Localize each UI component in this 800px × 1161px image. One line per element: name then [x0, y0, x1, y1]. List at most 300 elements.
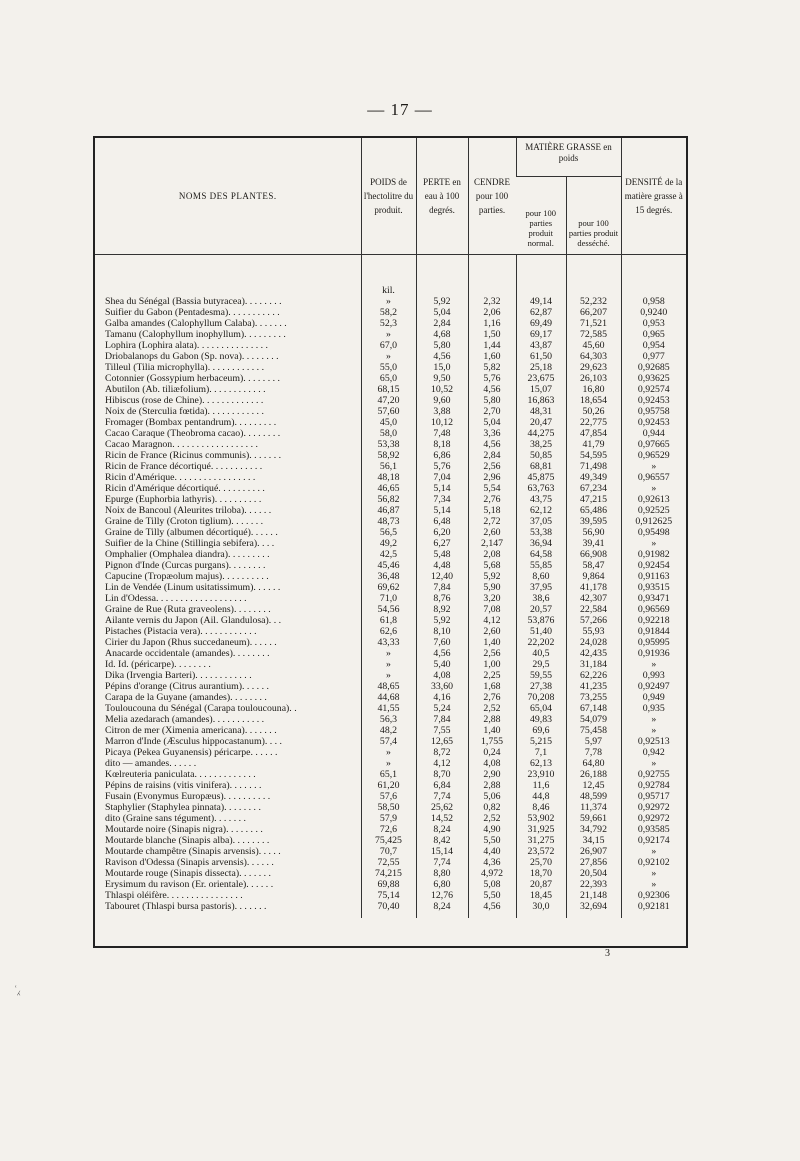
table-row [95, 901, 686, 918]
table-row [95, 340, 686, 351]
plant-name-cell: Ricin d'Amérique. . . . . . . . . . . . . . . . . [105, 472, 256, 483]
value-cell: 5,24 [416, 703, 468, 714]
value-cell: 0,9240 [621, 307, 686, 318]
value-cell: 56,1 [361, 461, 416, 472]
value-cell: 29,623 [566, 362, 621, 373]
value-cell: 8,10 [416, 626, 468, 637]
value-cell: 27,38 [516, 681, 566, 692]
value-cell: 53,38 [516, 527, 566, 538]
value-cell: 67,234 [566, 483, 621, 494]
unit-cell [566, 255, 621, 297]
value-cell: 68,15 [361, 384, 416, 395]
value-cell: 0,942 [621, 747, 686, 758]
plant-name-cell: Cirier du Japon (Rhus succedaneum). . . . . . [105, 637, 277, 648]
value-cell: 0,92181 [621, 901, 686, 918]
value-cell: 44,68 [361, 692, 416, 703]
value-cell: 69,49 [516, 318, 566, 329]
page-number: — 17 — [367, 100, 433, 119]
table-row [95, 296, 686, 307]
plant-name-cell: Capucine (Tropæolum majus). . . . . . . . . . [105, 571, 269, 582]
value-cell: 4,16 [416, 692, 468, 703]
table-row [95, 780, 686, 791]
value-cell: 66,207 [566, 307, 621, 318]
value-cell: 0,92525 [621, 505, 686, 516]
value-cell: 34,792 [566, 824, 621, 835]
value-cell: 41,55 [361, 703, 416, 714]
plant-name-cell: Noix de (Sterculia fœtida). . . . . . . . . . . . [105, 406, 264, 417]
value-cell: 12,76 [416, 890, 468, 901]
value-cell: 2,76 [468, 494, 516, 505]
value-cell: 0,93625 [621, 373, 686, 384]
header-cendre: CENDRE pour 100 parties. [468, 138, 516, 255]
value-cell: 1,68 [468, 681, 516, 692]
value-cell: 58,50 [361, 802, 416, 813]
value-cell: 56,90 [566, 527, 621, 538]
value-cell: 59,661 [566, 813, 621, 824]
value-cell: 32,694 [566, 901, 621, 918]
value-cell: 7,08 [468, 604, 516, 615]
plant-name-cell: Abutilon (Ab. tiliæfolium). . . . . . . . . . . . [105, 384, 266, 395]
value-cell: 33,60 [416, 681, 468, 692]
value-cell: 1,00 [468, 659, 516, 670]
value-cell: 62,13 [516, 758, 566, 769]
value-cell: 0,91936 [621, 648, 686, 659]
plant-name-cell: Cacao Maragnon. . . . . . . . . . . . . . . . . . [105, 439, 258, 450]
value-cell: 48,18 [361, 472, 416, 483]
value-cell: 53,876 [516, 615, 566, 626]
plant-name-cell: dito (Graine sans tégument). . . . . . . [105, 813, 246, 824]
value-cell: 2,52 [468, 813, 516, 824]
table-row [95, 516, 686, 527]
value-cell: 0,92972 [621, 813, 686, 824]
value-cell: 8,72 [416, 747, 468, 758]
value-cell: 0,91982 [621, 549, 686, 560]
value-cell: 50,85 [516, 450, 566, 461]
table-row [95, 395, 686, 406]
value-cell: 73,255 [566, 692, 621, 703]
plant-name-cell: Kœlreuteria paniculata. . . . . . . . . . . . . [105, 769, 256, 780]
value-cell: » [621, 714, 686, 725]
table-row [95, 351, 686, 362]
value-cell: 8,76 [416, 593, 468, 604]
value-cell: 26,907 [566, 846, 621, 857]
value-cell: » [361, 351, 416, 362]
value-cell: » [621, 758, 686, 769]
plant-name-cell: Melia azedarach (amandes). . . . . . . . . . . [105, 714, 265, 725]
value-cell: » [361, 296, 416, 307]
value-cell: 44,8 [516, 791, 566, 802]
value-cell: 2,70 [468, 406, 516, 417]
value-cell: 2,60 [468, 527, 516, 538]
unit-cell [95, 255, 361, 297]
unit-cell-kil: kil. [361, 255, 416, 297]
value-cell: 8,18 [416, 439, 468, 450]
value-cell: 39,41 [566, 538, 621, 549]
value-cell: 0,95758 [621, 406, 686, 417]
table-row [95, 846, 686, 857]
value-cell: 18,70 [516, 868, 566, 879]
table-row [95, 879, 686, 890]
value-cell: 43,87 [516, 340, 566, 351]
value-cell: 15,14 [416, 846, 468, 857]
value-cell: 68,81 [516, 461, 566, 472]
value-cell: » [621, 868, 686, 879]
value-cell: 41,178 [566, 582, 621, 593]
value-cell: » [621, 538, 686, 549]
table-row [95, 373, 686, 384]
value-cell: 63,763 [516, 483, 566, 494]
value-cell: 49,83 [516, 714, 566, 725]
unit-row [95, 255, 686, 297]
value-cell: 6,27 [416, 538, 468, 549]
plant-name-cell: Noix de Bancoul (Aleurites triloba). . . . . . [105, 505, 272, 516]
value-cell: 48,73 [361, 516, 416, 527]
value-cell: 0,92513 [621, 736, 686, 747]
plant-name-cell: Lin d'Odessa. . . . . . . . . . . . . . . . . . . [105, 593, 247, 604]
table-row [95, 615, 686, 626]
table-body [95, 255, 686, 919]
value-cell: 0,92972 [621, 802, 686, 813]
value-cell: 30,0 [516, 901, 566, 918]
table-row [95, 549, 686, 560]
table-row [95, 802, 686, 813]
value-cell: 46,87 [361, 505, 416, 516]
value-cell: 38,6 [516, 593, 566, 604]
value-cell: 64,80 [566, 758, 621, 769]
value-cell: 0,96569 [621, 604, 686, 615]
plant-name-cell: Pignon d'Inde (Curcas purgans). . . . . . . . [105, 560, 266, 571]
value-cell: 5,14 [416, 505, 468, 516]
value-cell: 5,97 [566, 736, 621, 747]
value-cell: 10,12 [416, 417, 468, 428]
value-cell: 54,079 [566, 714, 621, 725]
data-table-frame [93, 136, 688, 948]
value-cell: 12,65 [416, 736, 468, 747]
value-cell: 8,80 [416, 868, 468, 879]
value-cell: 69,17 [516, 329, 566, 340]
value-cell: 1,16 [468, 318, 516, 329]
value-cell: 49,2 [361, 538, 416, 549]
value-cell: 40,5 [516, 648, 566, 659]
value-cell: 55,85 [516, 560, 566, 571]
value-cell: 2,06 [468, 307, 516, 318]
table-row [95, 868, 686, 879]
value-cell: 0,93585 [621, 824, 686, 835]
value-cell: 0,92306 [621, 890, 686, 901]
value-cell: 5,40 [416, 659, 468, 670]
plant-name-cell: Lin de Vendée (Linum usitatissimum). . . . . . [105, 582, 281, 593]
value-cell: 48,2 [361, 725, 416, 736]
table-row [95, 417, 686, 428]
plant-name-cell: Tabouret (Thlaspi bursa pastoris). . . . . . . [105, 901, 267, 912]
value-cell: 54,595 [566, 450, 621, 461]
value-cell: 65,1 [361, 769, 416, 780]
value-cell: 69,62 [361, 582, 416, 593]
value-cell: 5,92 [416, 615, 468, 626]
value-cell: 70,40 [361, 901, 416, 918]
value-cell: 26,103 [566, 373, 621, 384]
value-cell: » [621, 725, 686, 736]
value-cell: 5,92 [468, 571, 516, 582]
plant-name-cell: Ricin de France décortiqué. . . . . . . . . . . [105, 461, 263, 472]
plant-name-cell: Fromager (Bombax pentandrum). . . . . . . . . [105, 417, 277, 428]
table-row [95, 362, 686, 373]
table-row [95, 791, 686, 802]
value-cell: 15,0 [416, 362, 468, 373]
value-cell: 6,48 [416, 516, 468, 527]
header-names: NOMS DES PLANTES. [95, 138, 361, 255]
value-cell: 20,504 [566, 868, 621, 879]
value-cell: 18,45 [516, 890, 566, 901]
plant-name-cell: Ricin d'Amérique décortiqué. . . . . . . . . . [105, 483, 265, 494]
value-cell: 42,307 [566, 593, 621, 604]
value-cell: 9,60 [416, 395, 468, 406]
table-row [95, 461, 686, 472]
value-cell: 24,028 [566, 637, 621, 648]
value-cell: 67,148 [566, 703, 621, 714]
plant-name-cell: Picaya (Pekea Guyanensis) péricarpe. . . . . . [105, 747, 278, 758]
value-cell: 45,875 [516, 472, 566, 483]
plant-name-cell: Thlaspi oléifère. . . . . . . . . . . . . . . . [105, 890, 243, 901]
stray-mark: ʿ⁁ [14, 985, 20, 996]
value-cell: 16,863 [516, 395, 566, 406]
plant-name-cell: Lophira (Lophira alata). . . . . . . . . . . . . . . [105, 340, 268, 351]
plant-name-cell: dito — amandes. . . . . . [105, 758, 197, 769]
value-cell: 11,374 [566, 802, 621, 813]
value-cell: 25,18 [516, 362, 566, 373]
value-cell: » [621, 879, 686, 890]
plant-name-cell: Moutarde blanche (Sinapis alba). . . . . . . . [105, 835, 270, 846]
value-cell: 15,07 [516, 384, 566, 395]
value-cell: 0,92685 [621, 362, 686, 373]
value-cell: 46,65 [361, 483, 416, 494]
value-cell: 38,25 [516, 439, 566, 450]
value-cell: 2,72 [468, 516, 516, 527]
plant-name-cell: Graine de Rue (Ruta graveolens). . . . . . . . [105, 604, 271, 615]
value-cell: 5,18 [468, 505, 516, 516]
value-cell: 1,40 [468, 725, 516, 736]
value-cell: 2,32 [468, 296, 516, 307]
value-cell: 0,92218 [621, 615, 686, 626]
table-row [95, 483, 686, 494]
value-cell: 12,40 [416, 571, 468, 582]
value-cell: 9,864 [566, 571, 621, 582]
value-cell: 4,12 [468, 615, 516, 626]
value-cell: 53,38 [361, 439, 416, 450]
value-cell: 57,60 [361, 406, 416, 417]
value-cell: 5,76 [468, 373, 516, 384]
table-row [95, 450, 686, 461]
table-row [95, 582, 686, 593]
value-cell: 0,97665 [621, 439, 686, 450]
unit-cell [621, 255, 686, 297]
table-row [95, 890, 686, 901]
value-cell: 14,52 [416, 813, 468, 824]
value-cell: 7,84 [416, 714, 468, 725]
plant-name-cell: Epurge (Euphorbia lathyris). . . . . . . . . . [105, 494, 262, 505]
value-cell: 0,953 [621, 318, 686, 329]
value-cell: 4,48 [416, 560, 468, 571]
value-cell: 58,47 [566, 560, 621, 571]
table-row [95, 494, 686, 505]
value-cell: 5,54 [468, 483, 516, 494]
plant-name-cell: Erysimum du ravison (Er. orientale). . . . . . [105, 879, 274, 890]
value-cell: 2,88 [468, 780, 516, 791]
plant-name-cell: Suifier du Gabon (Pentadesma). . . . . . . . . . . [105, 307, 280, 318]
table-row [95, 428, 686, 439]
value-cell: 2,84 [416, 318, 468, 329]
value-cell: » [621, 659, 686, 670]
value-cell: 5,80 [416, 340, 468, 351]
value-cell: 58,0 [361, 428, 416, 439]
value-cell: 3,20 [468, 593, 516, 604]
table-row [95, 670, 686, 681]
plant-name-cell: Tilleul (Tilia microphylla). . . . . . . . . . . . [105, 362, 265, 373]
value-cell: 2,76 [468, 692, 516, 703]
value-cell: 37,95 [516, 582, 566, 593]
value-cell: 41,79 [566, 439, 621, 450]
value-cell: 72,585 [566, 329, 621, 340]
value-cell: 36,48 [361, 571, 416, 582]
table-row [95, 538, 686, 549]
value-cell: 42,435 [566, 648, 621, 659]
value-cell: 7,1 [516, 747, 566, 758]
value-cell: 2,147 [468, 538, 516, 549]
table-row [95, 527, 686, 538]
value-cell: 29,5 [516, 659, 566, 670]
value-cell: » [621, 461, 686, 472]
value-cell: 1,755 [468, 736, 516, 747]
value-cell: 5,82 [468, 362, 516, 373]
value-cell: 22,393 [566, 879, 621, 890]
value-cell: 0,91163 [621, 571, 686, 582]
table-row [95, 747, 686, 758]
value-cell: 0,95498 [621, 527, 686, 538]
value-cell: 50,26 [566, 406, 621, 417]
plant-name-cell: Cotonnier (Gossypium herbaceum). . . . . . . . [105, 373, 280, 384]
value-cell: 57,9 [361, 813, 416, 824]
unit-cell [416, 255, 468, 297]
value-cell: 0,92174 [621, 835, 686, 846]
value-cell: 4,56 [468, 439, 516, 450]
value-cell: 5,08 [468, 879, 516, 890]
value-cell: 7,04 [416, 472, 468, 483]
value-cell: 2,08 [468, 549, 516, 560]
value-cell: 0,24 [468, 747, 516, 758]
value-cell: 66,908 [566, 549, 621, 560]
value-cell: 48,31 [516, 406, 566, 417]
table-row [95, 472, 686, 483]
value-cell: 2,90 [468, 769, 516, 780]
value-cell: 2,96 [468, 472, 516, 483]
value-cell: 0,944 [621, 428, 686, 439]
value-cell: 65,0 [361, 373, 416, 384]
value-cell: 5,50 [468, 835, 516, 846]
value-cell: 2,56 [468, 461, 516, 472]
plant-name-cell: Ricin de France (Ricinus communis). . . . . . . [105, 450, 282, 461]
plant-name-cell: Marron d'Inde (Æsculus hippocastanum). . . . [105, 736, 282, 747]
plant-name-cell: Dika (Irvengia Barteri). . . . . . . . . . . . [105, 670, 252, 681]
value-cell: » [361, 659, 416, 670]
value-cell: 57,4 [361, 736, 416, 747]
value-cell: 7,78 [566, 747, 621, 758]
value-cell: 4,08 [416, 670, 468, 681]
table-row [95, 714, 686, 725]
value-cell: 18,654 [566, 395, 621, 406]
value-cell: 54,56 [361, 604, 416, 615]
plant-name-cell: Ailante vernis du Japon (Ail. Glandulosa). . . [105, 615, 282, 626]
value-cell: 71,0 [361, 593, 416, 604]
table-row [95, 648, 686, 659]
table-row [95, 593, 686, 604]
table-row [95, 637, 686, 648]
value-cell: 4,56 [468, 901, 516, 918]
value-cell: 34,15 [566, 835, 621, 846]
value-cell: 1,60 [468, 351, 516, 362]
value-cell: 6,20 [416, 527, 468, 538]
table-row [95, 439, 686, 450]
value-cell: 8,24 [416, 901, 468, 918]
value-cell: 20,87 [516, 879, 566, 890]
value-cell: 0,82 [468, 802, 516, 813]
plant-oil-table [95, 138, 686, 918]
value-cell: 43,33 [361, 637, 416, 648]
table-row [95, 560, 686, 571]
value-cell: 5,06 [468, 791, 516, 802]
value-cell: » [361, 747, 416, 758]
value-cell: 2,88 [468, 714, 516, 725]
plant-name-cell: Shea du Sénégal (Bassia butyracea). . . . . . . . [105, 296, 282, 307]
value-cell: 27,856 [566, 857, 621, 868]
value-cell: 72,6 [361, 824, 416, 835]
value-cell: 43,75 [516, 494, 566, 505]
value-cell: » [621, 483, 686, 494]
value-cell: 48,599 [566, 791, 621, 802]
plant-name-cell: Pépins d'orange (Citrus aurantium). . . . . . [105, 681, 269, 692]
value-cell: 7,60 [416, 637, 468, 648]
value-cell: 70,7 [361, 846, 416, 857]
value-cell: 0,91844 [621, 626, 686, 637]
value-cell: 0,977 [621, 351, 686, 362]
table-row [95, 307, 686, 318]
value-cell: 52,232 [566, 296, 621, 307]
value-cell: » [361, 648, 416, 659]
value-cell: 57,6 [361, 791, 416, 802]
plant-name-cell: Pistaches (Pistacia vera). . . . . . . . . . . . [105, 626, 257, 637]
value-cell: 42,5 [361, 549, 416, 560]
value-cell: 47,20 [361, 395, 416, 406]
value-cell: 58,2 [361, 307, 416, 318]
value-cell: 12,45 [566, 780, 621, 791]
value-cell: 67,0 [361, 340, 416, 351]
value-cell: 4,68 [416, 329, 468, 340]
value-cell: 8,60 [516, 571, 566, 582]
value-cell: 0,92574 [621, 384, 686, 395]
table-row [95, 758, 686, 769]
plant-name-cell: Ravison d'Odessa (Sinapis arvensis). . . . . . [105, 857, 274, 868]
value-cell: 37,05 [516, 516, 566, 527]
value-cell: » [361, 329, 416, 340]
value-cell: 75,14 [361, 890, 416, 901]
table-row [95, 769, 686, 780]
value-cell: 16,80 [566, 384, 621, 395]
table-row [95, 406, 686, 417]
value-cell: 56,82 [361, 494, 416, 505]
value-cell: 0,96557 [621, 472, 686, 483]
value-cell: 3,88 [416, 406, 468, 417]
value-cell: 47,854 [566, 428, 621, 439]
value-cell: 55,93 [566, 626, 621, 637]
